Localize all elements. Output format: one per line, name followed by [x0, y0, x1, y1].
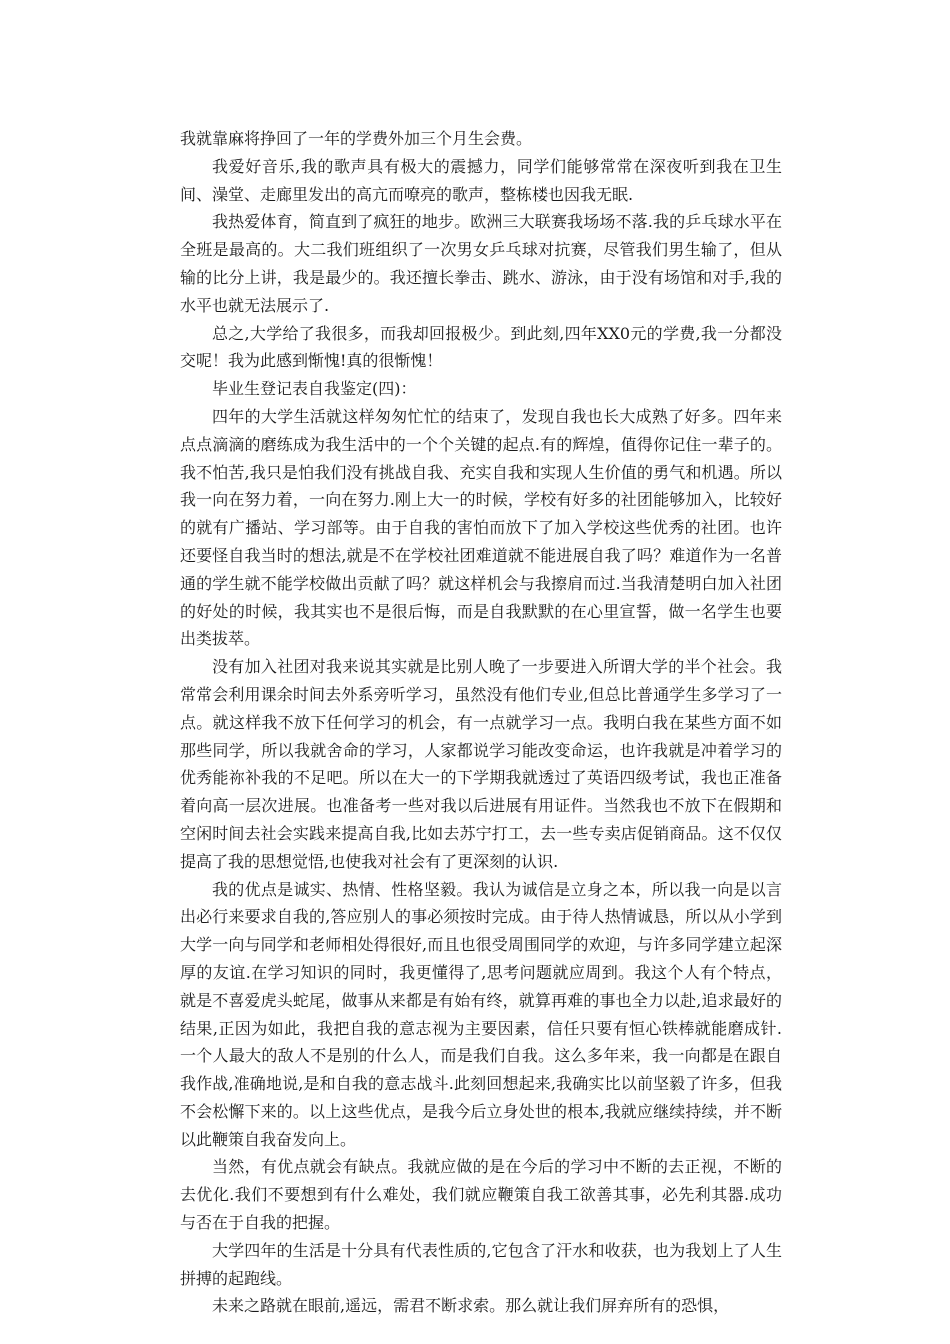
document-body	[180, 125, 782, 1320]
paragraph-9: 当然，有优点就会有缺点。我就应做的是在今后的学习中不断的去正视，不断的去优化.我们不要想到有什么难处，我们就应鞭策自我工欲善其事，必先利其器.成功与否在于自我的把握。	[180, 1157, 782, 1233]
paragraph-2: 我爱好音乐,我的歌声具有极大的震撼力，同学们能够常常在深夜听到我在卫生间、澡堂、走廊里发出的高亢而嘹亮的歌声，整栋楼也因我无眠.	[180, 156, 782, 204]
paragraph-7: 没有加入社团对我来说其实就是比别人晚了一步要进入所谓大学的半个社会。我常常会利用课余时间去外系旁听学习，虽然没有他们专业,但总比普通学生多学习了一点。就这样我不放下任何学习的机会，有一点就学习一点。我明白我在某些方面不如那些同学，所以我就舍命的学习，人家都说学习能改变命运，也许我就是冲着学习的优秀能祢补我的不足吧。所以在大一的下学期我就透过了英语四级考试，我也正准备着向高一层次进展。也准备考一些对我以后进展有用证件。当然我也不放下在假期和空闲时间去社会实践来提高自我,比如去苏宁打工，去一些专卖店促销商品。这不仅仅提高了我的思想觉悟,也使我对社会有了更深刻的认识.	[180, 657, 782, 871]
paragraph-3: 我热爱体育，简直到了疯狂的地步。欧洲三大联赛我场场不落.我的乒乓球水平在全班是最高的。大二我们班组织了一次男女乒乓球对抗赛，尽管我们男生输了，但从输的比分上讲，我是最少的。我还擅长拳击、跳水、游泳，由于没有场馆和对手,我的水平也就无法展示了.	[180, 212, 782, 315]
paragraph-8: 我的优点是诚实、热情、性格坚毅。我认为诚信是立身之本，所以我一向是以言出必行来要求自我的,答应别人的事必须按时完成。由于待人热情诚恳，所以从小学到大学一向与同学和老师相处得很好,而且也很受周围同学的欢迎，与许多同学建立起深厚的友谊.在学习知识的同时，我更懂得了,思考问题就应周到。我这个人有个特点，就是不喜爱虎头蛇尾，做事从来都是有始有终，就算再难的事也全力以赴,追求最好的结果,正因为如此，我把自我的意志视为主要因素，信任只要有恒心铁棒就能磨成针.一个人最大的敌人不是别的什么人，而是我们自我。这么多年来，我一向都是在跟自我作战,准确地说,是和自我的意志战斗.此刻回想起来,我确实比以前坚毅了许多，但我不会松懈下来的。以上这些优点，是我今后立身处世的根本,我就应继续持续，并不断以此鞭策自我奋发向上。	[180, 879, 782, 1149]
section-heading: 毕业生登记表自我鉴定(四)：	[212, 379, 417, 399]
paragraph-6: 四年的大学生活就这样匆匆忙忙的结束了，发现自我也长大成熟了好多。四年来点点滴滴的磨练成为我生活中的一个个关键的起点.有的辉煌，值得你记住一辈子的。我不怕苦,我只是怕我们没有挑战自我、充实自我和实现人生价值的勇气和机遇。所以我一向在努力着，一向在努力.刚上大一的时候，学校有好多的社团能够加入，比较好的就有广播站、学习部等。由于自我的害怕而放下了加入学校这些优秀的社团。也许还要怪自我当时的想法,就是不在学校社团难道就不能进展自我了吗？难道作为一名普通的学生就不能学校做出贡献了吗？就这样机会与我擦肩而过.当我清楚明白加入社团的好处的时候，我其实也不是很后悔，而是自我默默的在心里宣誓，做一名学生也要出类拔萃。	[180, 406, 782, 649]
paragraph-10: 大学四年的生活是十分具有代表性质的,它包含了汗水和收获，也为我划上了人生拼搏的起跑线。	[180, 1240, 782, 1288]
paragraph-11: 未来之路就在眼前,遥远，需君不断求索。那么就让我们屏弃所有的恐惧，	[212, 1296, 730, 1316]
paragraph-1: 我就靠麻将挣回了一年的学费外加三个月生会费。	[180, 129, 533, 148]
paragraph-4: 总之,大学给了我很多，而我却回报极少。到此刻,四年XX0元的学费,我一分都没交呢！我为此感到惭愧!真的很惭愧！	[180, 323, 782, 371]
